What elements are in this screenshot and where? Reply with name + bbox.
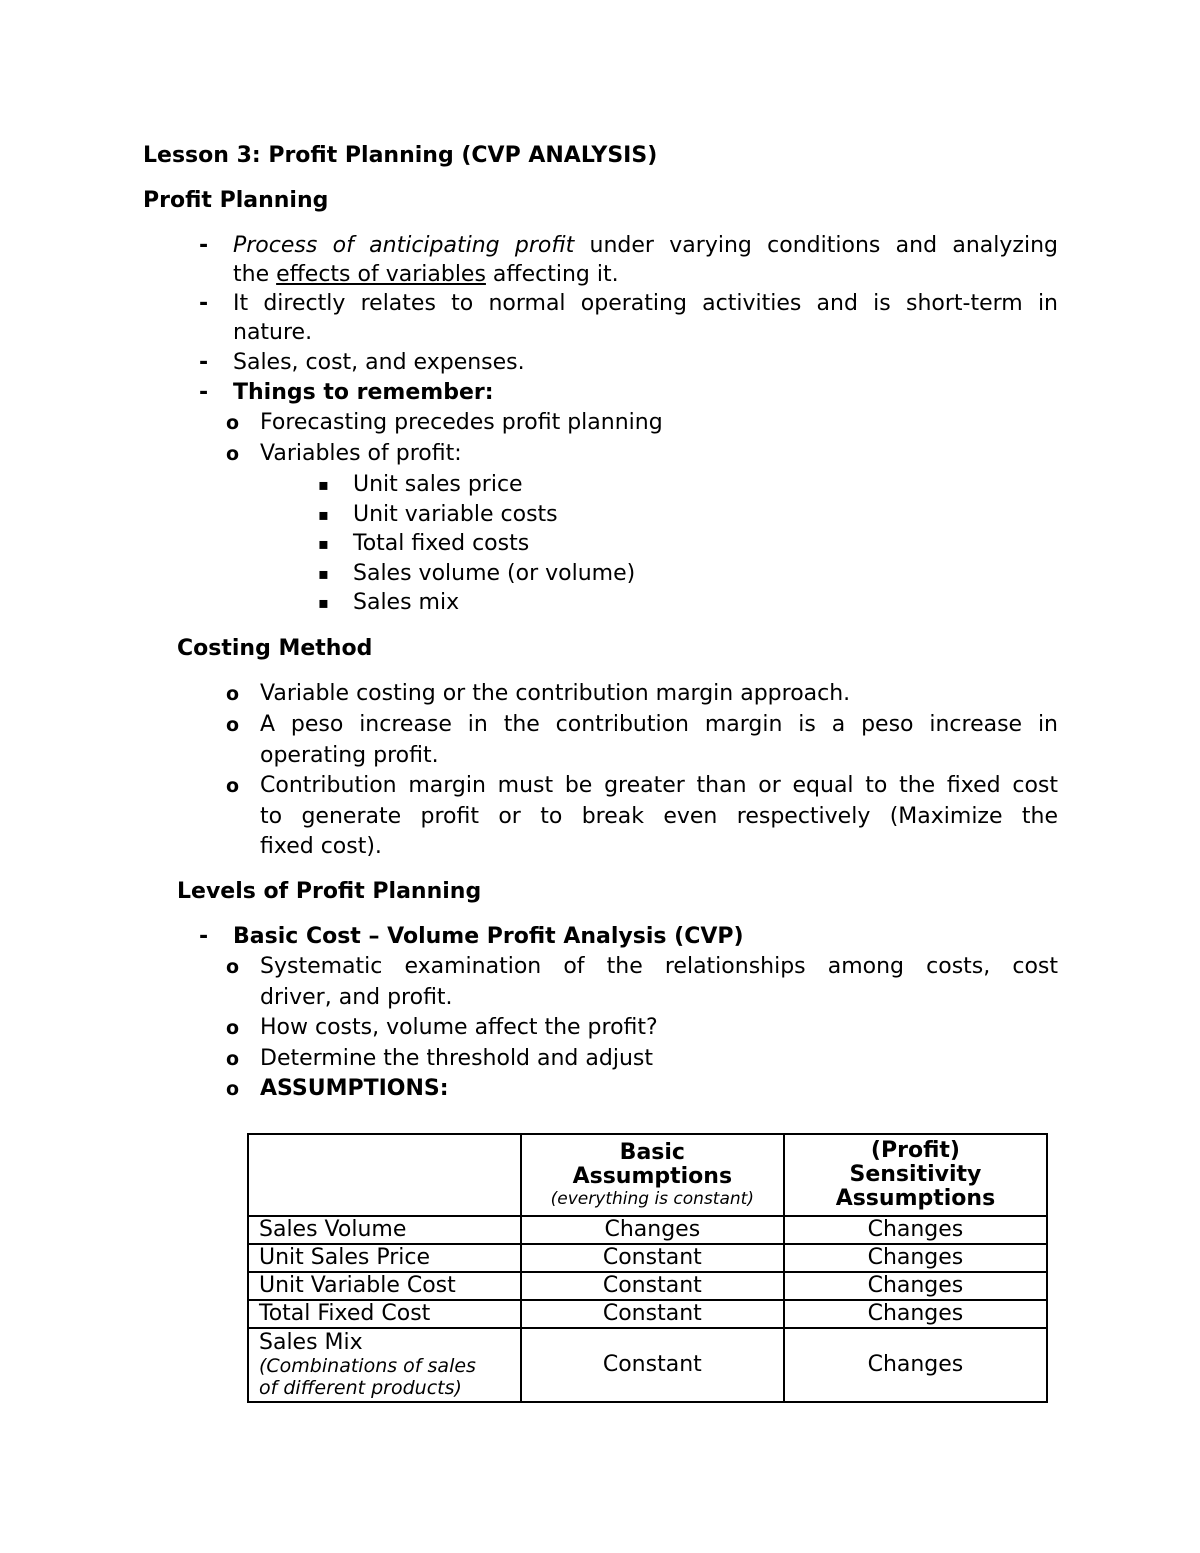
row-basic-value: Changes [521,1216,784,1244]
cvp-item-systematic-line1: Systematic examination of the relationships among costs, cost [260,954,1058,979]
dash-marker: - [199,350,209,375]
circle-marker: o [226,714,240,736]
things-to-remember: Things to remember: [233,380,494,405]
circle-marker: o [226,443,240,465]
sales-mix-note-line2: of different products) [259,1377,462,1399]
process-rest-text: under varying conditions and analyzing [574,233,1058,258]
table-row [248,1272,1047,1300]
process-line2-post: affecting it. [485,262,619,287]
basic-cvp-heading: Basic Cost – Volume Profit Analysis (CVP) [233,924,744,949]
circle-marker: o [226,775,240,797]
header-sens-line2: Sensitivity [849,1162,982,1187]
bullet-operating-line1: It directly relates to normal operating activities and is short-term in [233,291,1058,316]
cvp-item-assumptions: ASSUMPTIONS: [260,1076,449,1101]
dash-marker: - [199,233,209,258]
row-basic-value: Constant [521,1272,784,1300]
cvp-item-threshold: Determine the threshold and adjust [260,1046,653,1071]
header-empty-cell [248,1134,521,1216]
costing-item-contribution-line3: fixed cost). [260,834,382,859]
costing-item-contribution-line1: Contribution margin must be greater than or equal to the fixed cost [260,773,1058,798]
bullet-process-line2 [233,262,619,288]
costing-item-variable: Variable costing or the contribution margin approach. [260,681,851,706]
effects-underlined-text: effects of variables [276,262,486,287]
row-label: Unit Variable Cost [248,1272,521,1300]
costing-item-peso-line2: operating profit. [260,743,439,768]
header-sens-line1: (Profit) [870,1138,960,1163]
dash-marker: - [199,924,209,949]
row-sensitivity-value: Changes [784,1300,1047,1328]
circle-marker: o [226,683,240,705]
row-basic-value: Constant [521,1328,784,1402]
row-sensitivity-value: Changes [784,1272,1047,1300]
table-row [248,1244,1047,1272]
header-basic-line2: Assumptions [572,1164,733,1189]
bullet-sales-cost: Sales, cost, and expenses. [233,350,525,375]
row-basic-value: Constant [521,1300,784,1328]
costing-item-peso-line1: A peso increase in the contribution margin is a peso increase in [260,712,1058,737]
row-sensitivity-value: Changes [784,1216,1047,1244]
row-label: Unit Sales Price [248,1244,521,1272]
profit-planning-heading: Profit Planning [143,188,329,213]
row-label: Sales Volume [248,1216,521,1244]
sub-item-variables: Variables of profit: [260,441,462,466]
header-basic-assumptions [521,1134,784,1216]
circle-marker: o [226,1078,240,1100]
square-marker: ▪ [318,534,329,553]
row-label: Total Fixed Cost [248,1300,521,1328]
circle-marker: o [226,1048,240,1070]
table-row [248,1216,1047,1244]
header-basic-note: (everything is constant) [550,1189,754,1209]
variable-item: Total fixed costs [353,531,530,556]
header-sens-line3: Assumptions [835,1186,996,1211]
variable-item: Unit sales price [353,472,523,497]
lesson-title: Lesson 3: Profit Planning (CVP ANALYSIS) [143,143,658,168]
square-marker: ▪ [318,475,329,494]
sales-mix-note-line1: (Combinations of sales [259,1355,476,1377]
bullet-operating-line2: nature. [233,320,313,345]
header-basic-line1: Basic [619,1140,685,1165]
dash-marker: - [199,380,209,405]
square-marker: ▪ [318,505,329,524]
header-sensitivity-assumptions [784,1134,1047,1216]
variable-item: Unit variable costs [353,502,558,527]
circle-marker: o [226,956,240,978]
process-line2-pre: the [233,262,277,287]
table-row [248,1300,1047,1328]
costing-method-heading: Costing Method [177,636,373,661]
variable-item: Sales volume (or volume) [353,561,636,586]
assumptions-table [247,1133,1048,1403]
row-sensitivity-value: Changes [784,1328,1047,1402]
square-marker: ▪ [318,593,329,612]
levels-heading: Levels of Profit Planning [177,879,482,904]
sales-mix-label: Sales Mix [259,1330,363,1355]
dash-marker: - [199,291,209,316]
table-row-sales-mix [248,1328,1047,1402]
bullet-process-line1 [233,233,1058,259]
square-marker: ▪ [318,564,329,583]
row-basic-value: Constant [521,1244,784,1272]
row-sensitivity-value: Changes [784,1244,1047,1272]
cvp-item-how-costs: How costs, volume affect the profit? [260,1015,658,1040]
cvp-item-systematic-line2: driver, and profit. [260,985,453,1010]
variable-item: Sales mix [353,590,460,615]
row-label-sales-mix [248,1328,521,1402]
table-header-row [248,1134,1047,1216]
process-italic-text: Process of anticipating profit [233,233,575,258]
costing-item-contribution-line2: to generate profit or to break even respectively (Maximize the [260,804,1058,829]
circle-marker: o [226,412,240,434]
sub-item-forecasting: Forecasting precedes profit planning [260,410,663,435]
circle-marker: o [226,1017,240,1039]
